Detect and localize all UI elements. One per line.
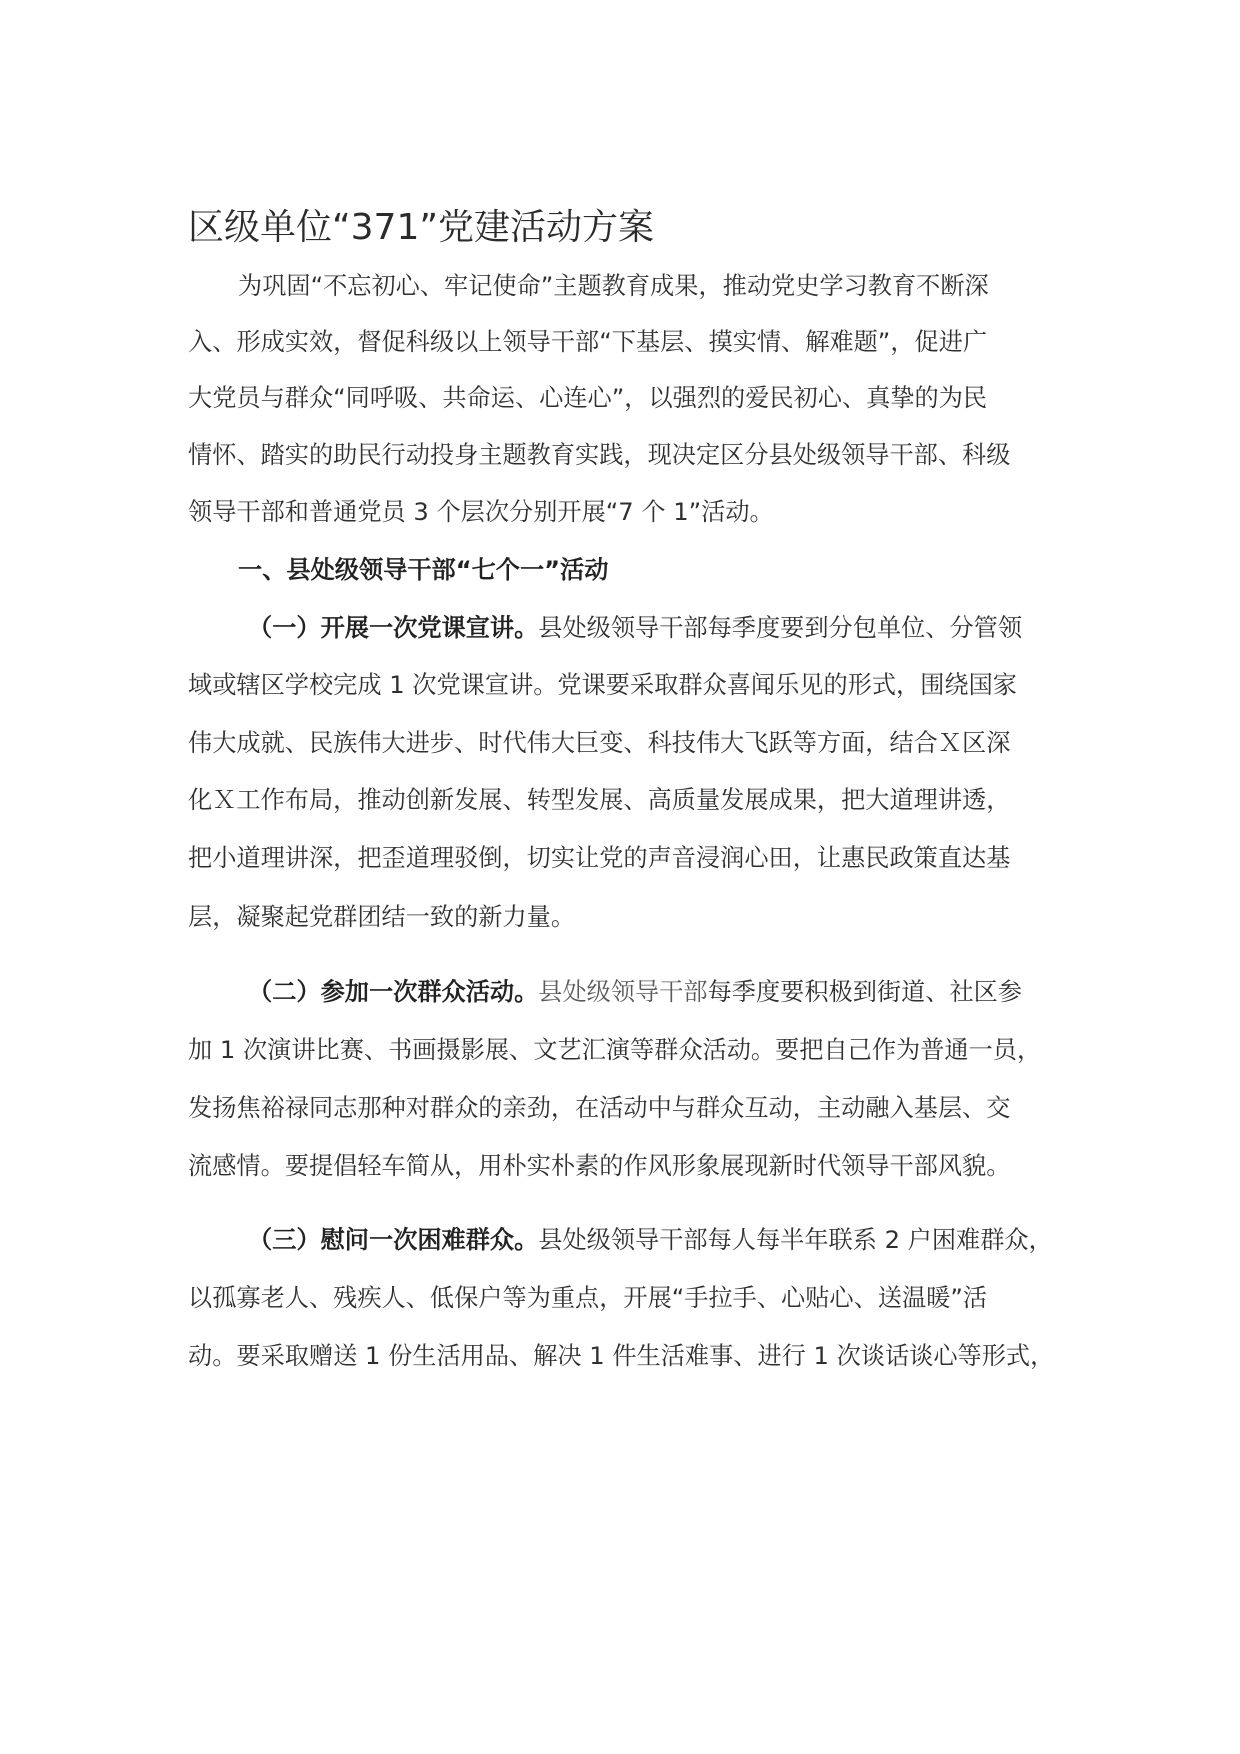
section-heading: 一、县处级领导干部“七个一”活动 [238, 556, 609, 584]
item-line: 伟大成就、民族伟大进步、时代伟大巨变、科技伟大飞跃等方面，结合Ｘ区深 [188, 729, 1011, 757]
item-line: 动。要采取赠送 1 份生活用品、解决 1 件生活难事、进行 1 次谈话谈心等形式， [188, 1342, 1055, 1370]
intro-line: 大党员与群众“同呼吸、共命运、心连心”，以强烈的爱民初心、真挚的为民 [188, 384, 988, 412]
item-line: 层，凝聚起党群团结一致的新力量。 [188, 903, 576, 931]
item-line: 域或辖区学校完成 1 次党课宣讲。党课要采取群众喜闻乐见的形式，围绕国家 [188, 671, 1017, 699]
intro-line: 情怀、踏实的助民行动投身主题教育实践，现决定区分县处级领导干部、科级 [188, 441, 1011, 469]
item-text: 县处级领导干部每季度要到分包单位、分管领 [538, 614, 1023, 642]
item-text: 每季度要积极到街道、社区参 [707, 978, 1023, 1006]
item-line: 加 1 次演讲比赛、书画摄影展、文艺汇演等群众活动。要把自己作为普通一员， [188, 1036, 1042, 1064]
item-line: 化Ｘ工作布局，推动创新发展、转型发展、高质量发展成果，把大道理讲透， [188, 786, 1011, 814]
item-text: 县处级领导干部每人每半年联系 2 户困难群众， [538, 1226, 1053, 1254]
item-first-line [248, 608, 1128, 648]
item-first-line [248, 1220, 1128, 1260]
item-line: 把小道理讲深，把歪道理驳倒，切实让党的声音浸润心田，让惠民政策直达基 [188, 844, 1011, 872]
intro-line: 入、形成实效，督促科级以上领导干部“下基层、摸实情、解难题”，促进广 [188, 328, 988, 356]
item-line: 流感情。要提倡轻车简从，用朴实朴素的作风形象展现新时代领导干部风貌。 [188, 1152, 1011, 1180]
item-line: 发扬焦裕禄同志那种对群众的亲劲，在活动中与群众互动，主动融入基层、交 [188, 1094, 1011, 1122]
item-line: 以孤寡老人、残疾人、低保户等为重点，开展“手拉手、心贴心、送温暖”活 [188, 1284, 988, 1312]
item-heading: （三）慰问一次困难群众。 [248, 1226, 539, 1254]
item-first-line [248, 972, 1128, 1012]
document-title: 区级单位“371”党建活动方案 [188, 207, 655, 248]
item-text-soft: 县处级领导干部 [538, 978, 708, 1006]
intro-line: 为巩固“不忘初心、牢记使命”主题教育成果，推动党史学习教育不断深 [238, 272, 989, 300]
intro-line: 领导干部和普通党员 3 个层次分别开展“7 个 1”活动。 [188, 498, 774, 526]
item-heading: （二）参加一次群众活动。 [248, 978, 539, 1006]
item-heading: （一）开展一次党课宣讲。 [248, 614, 539, 642]
